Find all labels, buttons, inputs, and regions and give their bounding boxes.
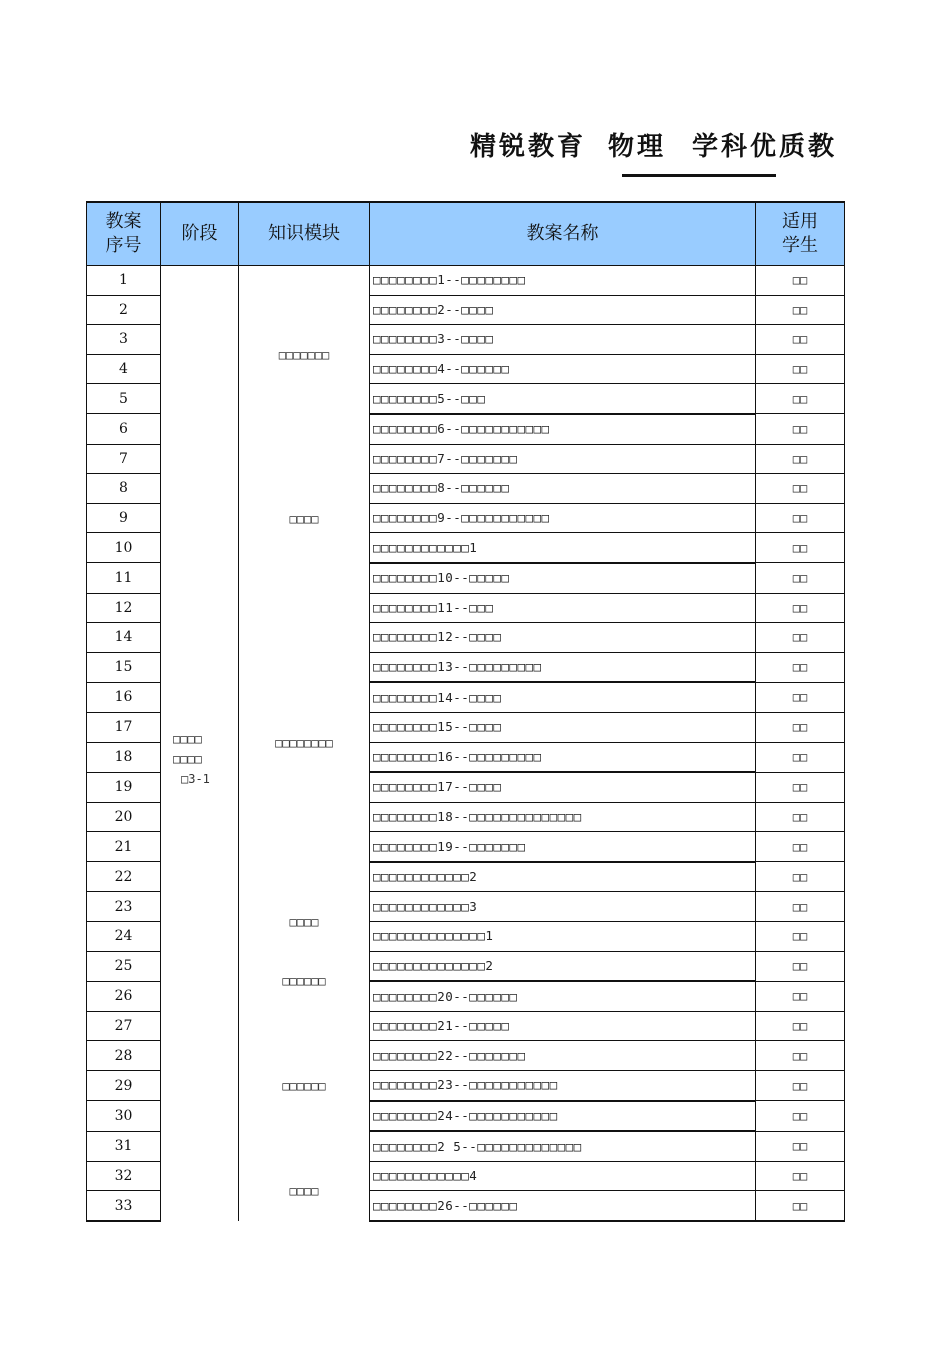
row-target-students: □□ xyxy=(756,444,845,474)
row-lesson-name: □□□□□□□□2--□□□□ xyxy=(370,295,756,325)
row-target-students: □□ xyxy=(756,414,845,444)
row-seq: 28 xyxy=(87,1041,161,1071)
row-seq: 27 xyxy=(87,1011,161,1041)
row-lesson-name: □□□□□□□□16--□□□□□□□□□ xyxy=(370,742,756,772)
row-lesson-name: □□□□□□□□□□□□4 xyxy=(370,1161,756,1191)
row-lesson-name: □□□□□□□□13--□□□□□□□□□ xyxy=(370,652,756,682)
module-cell: □□□□□□□ xyxy=(239,266,370,445)
stage-line: □3-1 xyxy=(181,771,210,786)
row-lesson-name: □□□□□□□□7--□□□□□□□ xyxy=(370,444,756,474)
stage-line: □□□□ xyxy=(173,731,202,746)
row-lesson-name: □□□□□□□□20--□□□□□□ xyxy=(370,981,756,1011)
row-target-students: □□ xyxy=(756,1041,845,1071)
row-seq: 14 xyxy=(87,623,161,653)
row-lesson-name: □□□□□□□□□□□□2 xyxy=(370,862,756,892)
row-seq: 7 xyxy=(87,444,161,474)
row-seq: 18 xyxy=(87,742,161,772)
header-target: 适用 学生 xyxy=(756,202,845,266)
row-target-students: □□ xyxy=(756,1131,845,1161)
row-target-students: □□ xyxy=(756,1101,845,1132)
row-target-students: □□ xyxy=(756,593,845,623)
row-lesson-name: □□□□□□□□19--□□□□□□□ xyxy=(370,832,756,862)
row-seq: 16 xyxy=(87,682,161,712)
row-seq: 30 xyxy=(87,1101,161,1132)
stage-cell xyxy=(161,266,239,1222)
row-lesson-name: □□□□□□□□□□□□□□1 xyxy=(370,922,756,952)
row-lesson-name: □□□□□□□□6--□□□□□□□□□□□ xyxy=(370,414,756,444)
header-stage: 阶段 xyxy=(161,202,239,266)
table-header-row xyxy=(87,202,845,266)
row-target-students: □□ xyxy=(756,832,845,862)
module-cell: □□□□□□□□ xyxy=(239,593,370,892)
table-body xyxy=(87,266,845,1222)
header-name: 教案名称 xyxy=(370,202,756,266)
row-target-students: □□ xyxy=(756,623,845,653)
row-seq: 21 xyxy=(87,832,161,862)
row-seq: 23 xyxy=(87,892,161,922)
header-module: 知识模块 xyxy=(239,202,370,266)
row-target-students: □□ xyxy=(756,892,845,922)
document-title xyxy=(470,126,837,163)
row-seq: 31 xyxy=(87,1131,161,1161)
row-seq: 26 xyxy=(87,981,161,1011)
row-lesson-name: □□□□□□□□11--□□□ xyxy=(370,593,756,623)
row-lesson-name: □□□□□□□□3--□□□□ xyxy=(370,325,756,355)
row-target-students: □□ xyxy=(756,772,845,802)
title-underline xyxy=(622,174,776,177)
row-target-students: □□ xyxy=(756,951,845,981)
row-lesson-name: □□□□□□□□12--□□□□ xyxy=(370,623,756,653)
row-seq: 22 xyxy=(87,862,161,892)
row-lesson-name: □□□□□□□□□□□□1 xyxy=(370,533,756,563)
row-seq: 3 xyxy=(87,325,161,355)
row-target-students: □□ xyxy=(756,384,845,414)
lesson-plan-table xyxy=(86,201,845,1222)
row-seq: 24 xyxy=(87,922,161,952)
row-seq: 29 xyxy=(87,1071,161,1101)
row-seq: 20 xyxy=(87,802,161,832)
row-target-students: □□ xyxy=(756,742,845,772)
module-cell: □□□□ xyxy=(239,444,370,593)
row-lesson-name: □□□□□□□□26--□□□□□□ xyxy=(370,1191,756,1221)
row-target-students: □□ xyxy=(756,1161,845,1191)
row-target-students: □□ xyxy=(756,295,845,325)
row-target-students: □□ xyxy=(756,1071,845,1101)
module-cell: □□□□ xyxy=(239,1161,370,1221)
row-lesson-name: □□□□□□□□14--□□□□ xyxy=(370,682,756,712)
row-target-students: □□ xyxy=(756,533,845,563)
row-seq: 15 xyxy=(87,652,161,682)
row-target-students: □□ xyxy=(756,862,845,892)
row-lesson-name: □□□□□□□□9--□□□□□□□□□□□ xyxy=(370,503,756,533)
row-target-students: □□ xyxy=(756,981,845,1011)
row-lesson-name: □□□□□□□□□□□□3 xyxy=(370,892,756,922)
row-lesson-name: □□□□□□□□□□□□□□2 xyxy=(370,951,756,981)
row-target-students: □□ xyxy=(756,325,845,355)
row-lesson-name: □□□□□□□□23--□□□□□□□□□□□ xyxy=(370,1071,756,1101)
table-row xyxy=(87,266,845,296)
row-target-students: □□ xyxy=(756,802,845,832)
row-seq: 5 xyxy=(87,384,161,414)
row-target-students: □□ xyxy=(756,266,845,296)
row-target-students: □□ xyxy=(756,1011,845,1041)
row-target-students: □□ xyxy=(756,503,845,533)
row-seq: 17 xyxy=(87,712,161,742)
row-target-students: □□ xyxy=(756,474,845,504)
row-target-students: □□ xyxy=(756,922,845,952)
row-lesson-name: □□□□□□□□17--□□□□ xyxy=(370,772,756,802)
row-target-students: □□ xyxy=(756,652,845,682)
row-seq: 1 xyxy=(87,266,161,296)
row-seq: 4 xyxy=(87,354,161,384)
row-seq: 12 xyxy=(87,593,161,623)
row-target-students: □□ xyxy=(756,354,845,384)
row-lesson-name: □□□□□□□□5--□□□ xyxy=(370,384,756,414)
row-lesson-name: □□□□□□□□8--□□□□□□ xyxy=(370,474,756,504)
row-seq: 33 xyxy=(87,1191,161,1221)
row-lesson-name: □□□□□□□□24--□□□□□□□□□□□ xyxy=(370,1101,756,1132)
row-lesson-name: □□□□□□□□1--□□□□□□□□ xyxy=(370,266,756,296)
row-target-students: □□ xyxy=(756,1191,845,1221)
row-lesson-name: □□□□□□□□21--□□□□□ xyxy=(370,1011,756,1041)
stage-line: □□□□ xyxy=(173,751,202,766)
row-lesson-name: □□□□□□□□15--□□□□ xyxy=(370,712,756,742)
row-lesson-name: □□□□□□□□4--□□□□□□ xyxy=(370,354,756,384)
row-target-students: □□ xyxy=(756,682,845,712)
row-lesson-name: □□□□□□□□10--□□□□□ xyxy=(370,563,756,593)
row-seq: 8 xyxy=(87,474,161,504)
row-seq: 10 xyxy=(87,533,161,563)
row-target-students: □□ xyxy=(756,563,845,593)
module-cell: □□□□ xyxy=(239,892,370,951)
header-seq: 教案 序号 xyxy=(87,202,161,266)
row-seq: 11 xyxy=(87,563,161,593)
row-seq: 19 xyxy=(87,772,161,802)
module-cell: □□□□□□ xyxy=(239,1011,370,1161)
module-cell: □□□□□□ xyxy=(239,951,370,1011)
row-target-students: □□ xyxy=(756,712,845,742)
row-seq: 9 xyxy=(87,503,161,533)
title-subject: 物理 xyxy=(608,132,667,162)
row-lesson-name: □□□□□□□□18--□□□□□□□□□□□□□□ xyxy=(370,802,756,832)
row-seq: 25 xyxy=(87,951,161,981)
title-description: 学科优质教 xyxy=(692,132,838,162)
row-lesson-name: □□□□□□□□22--□□□□□□□ xyxy=(370,1041,756,1071)
row-lesson-name: □□□□□□□□2 5--□□□□□□□□□□□□□ xyxy=(370,1131,756,1161)
row-seq: 32 xyxy=(87,1161,161,1191)
title-brand: 精锐教育 xyxy=(470,132,587,162)
row-seq: 6 xyxy=(87,414,161,444)
row-seq: 2 xyxy=(87,295,161,325)
